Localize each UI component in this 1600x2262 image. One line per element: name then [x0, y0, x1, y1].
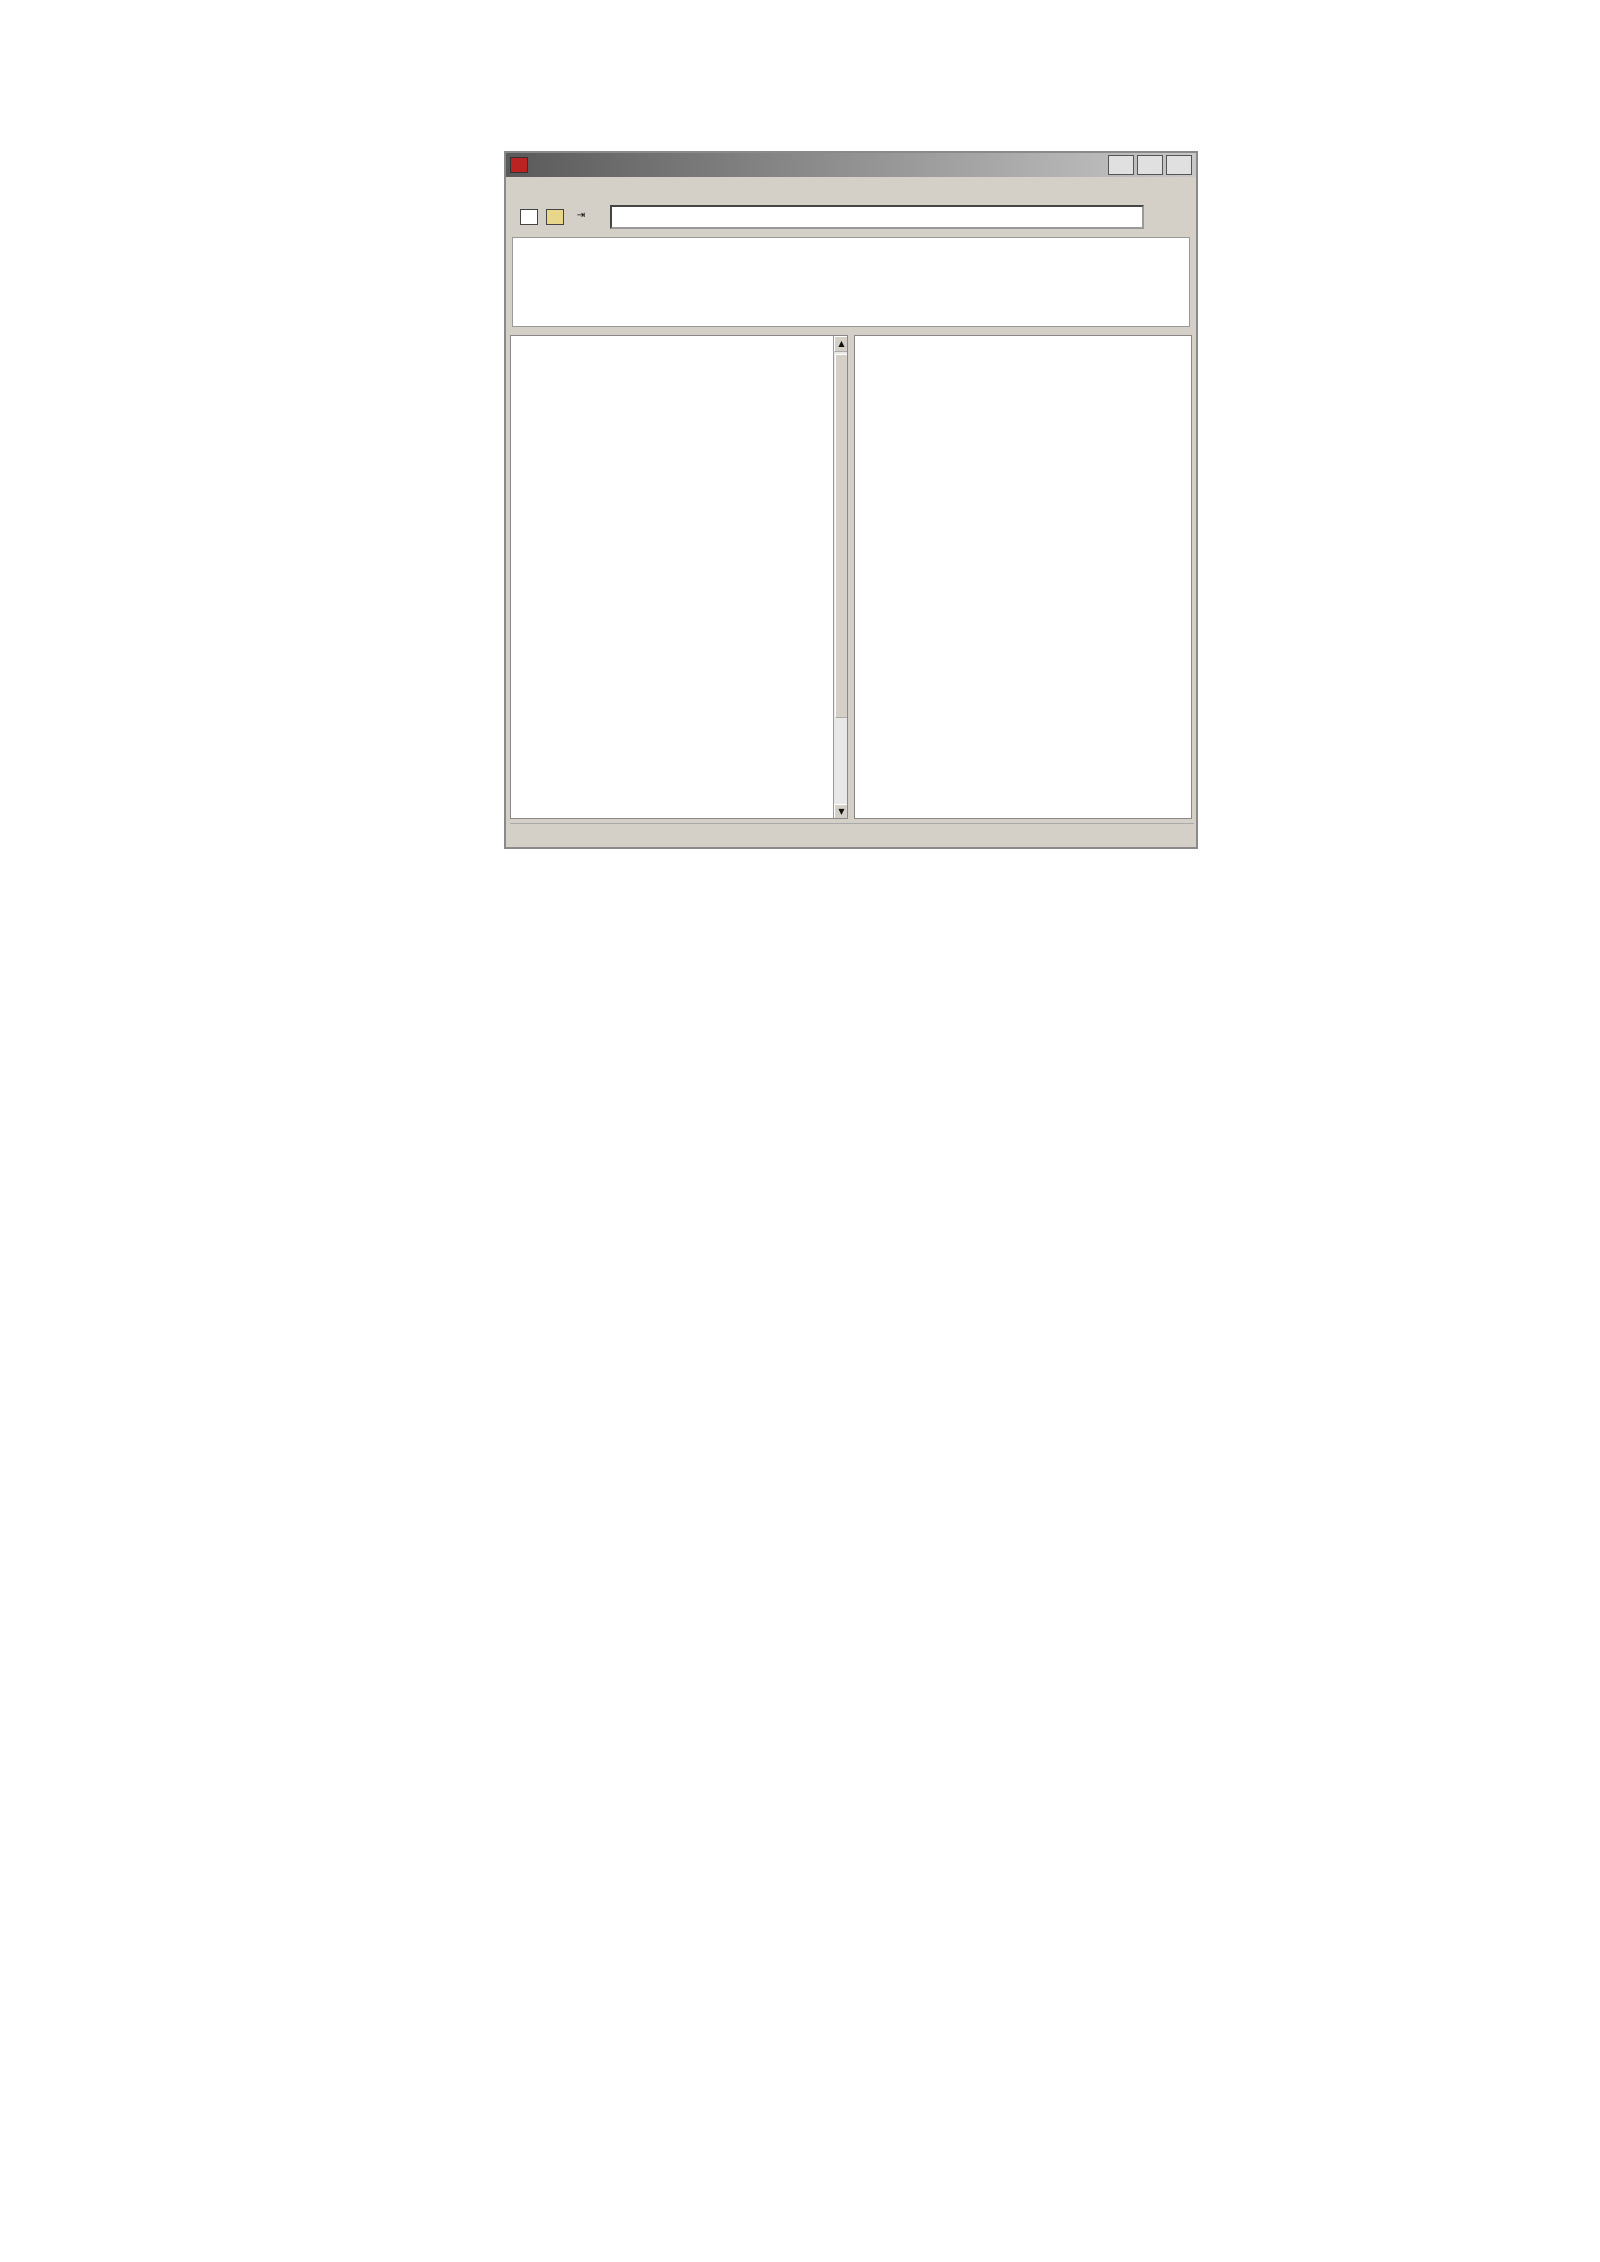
- simulink-app-icon: [510, 157, 528, 173]
- title-bar: [506, 153, 1196, 177]
- new-model-icon[interactable]: [520, 209, 538, 225]
- tree-scrollbar[interactable]: [833, 336, 848, 819]
- status-bar: [510, 823, 1194, 845]
- pin-icon[interactable]: ⇥: [576, 210, 586, 221]
- description-pane: [512, 237, 1190, 327]
- close-button[interactable]: [1166, 155, 1192, 175]
- block-pane[interactable]: [854, 335, 1192, 819]
- scroll-thumb[interactable]: [835, 354, 848, 718]
- scroll-down-icon[interactable]: ▼: [834, 804, 848, 819]
- open-folder-icon[interactable]: [546, 209, 564, 225]
- maximize-button[interactable]: [1137, 155, 1163, 175]
- library-tree[interactable]: [510, 335, 848, 819]
- toolbar: [506, 201, 1196, 233]
- menu-bar: [506, 177, 1196, 201]
- find-input[interactable]: [610, 205, 1144, 229]
- scroll-up-icon[interactable]: ▲: [834, 336, 848, 352]
- simulink-library-browser-window: [504, 151, 1198, 849]
- minimize-button[interactable]: [1108, 155, 1134, 175]
